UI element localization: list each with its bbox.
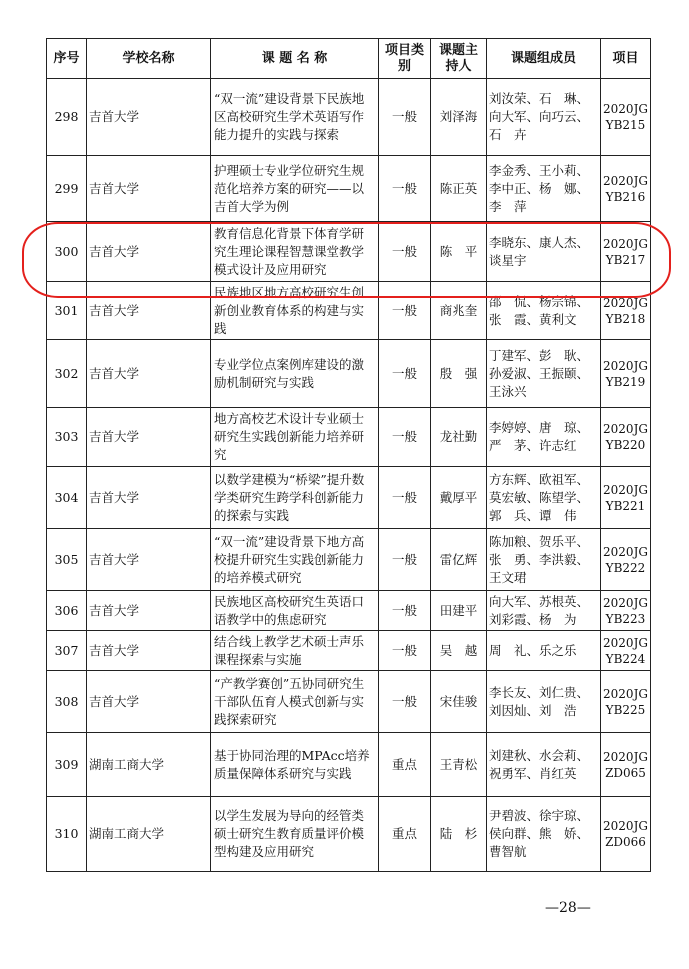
table-row — [47, 340, 651, 408]
cell-school: 吉首大学 — [87, 591, 211, 631]
cell-code: 2020JGYB219 — [601, 340, 651, 408]
cell-category: 一般 — [379, 529, 431, 591]
cell-code: 2020JGZD066 — [601, 797, 651, 872]
cell-members: 方东辉、欧祖军、莫宏敏、陈望学、郭 兵、谭 伟 — [487, 467, 601, 529]
cell-no: 305 — [47, 529, 87, 591]
document-page — [46, 38, 650, 872]
cell-host: 雷亿辉 — [431, 529, 487, 591]
project-table — [46, 38, 651, 872]
cell-category: 一般 — [379, 631, 431, 671]
cell-code: 2020JGYB222 — [601, 529, 651, 591]
cell-no: 306 — [47, 591, 87, 631]
table-row — [47, 797, 651, 872]
table-row — [47, 79, 651, 156]
cell-code: 2020JGYB218 — [601, 282, 651, 340]
cell-code: 2020JGYB220 — [601, 408, 651, 467]
table-header-row — [47, 39, 651, 79]
cell-school: 吉首大学 — [87, 467, 211, 529]
cell-host: 陈 平 — [431, 222, 487, 282]
cell-school: 吉首大学 — [87, 631, 211, 671]
cell-school: 吉首大学 — [87, 529, 211, 591]
cell-members: 周 礼、乐之乐 — [487, 631, 601, 671]
cell-host: 殷 强 — [431, 340, 487, 408]
cell-host: 刘泽海 — [431, 79, 487, 156]
header-host: 课题主持人 — [431, 39, 487, 79]
cell-category: 一般 — [379, 340, 431, 408]
header-code: 项目 — [601, 39, 651, 79]
table-row — [47, 733, 651, 797]
cell-code: 2020JGYB225 — [601, 671, 651, 733]
cell-host: 商兆奎 — [431, 282, 487, 340]
page-number: —28— — [545, 900, 591, 916]
cell-no: 309 — [47, 733, 87, 797]
cell-members: 李婷婷、唐 琼、严 茅、许志红 — [487, 408, 601, 467]
table-row — [47, 156, 651, 222]
cell-category: 重点 — [379, 797, 431, 872]
cell-members: 向大军、苏根英、刘彩霞、杨 为 — [487, 591, 601, 631]
cell-code: 2020JGYB216 — [601, 156, 651, 222]
cell-topic: 专业学位点案例库建设的激励机制研究与实践 — [211, 340, 379, 408]
cell-code: 2020JGYB217 — [601, 222, 651, 282]
cell-members: 陈加粮、贺乐平、张 勇、李洪毅、王文珺 — [487, 529, 601, 591]
cell-topic: 地方高校艺术设计专业硕士研究生实践创新能力培养研究 — [211, 408, 379, 467]
cell-topic: 以学生发展为导向的经管类硕士研究生教育质量评价模型构建及应用研究 — [211, 797, 379, 872]
cell-members: 丁建军、彭 耿、孙爱淑、王振颐、王泳兴 — [487, 340, 601, 408]
table-row — [47, 282, 651, 340]
cell-category: 一般 — [379, 222, 431, 282]
cell-host: 田建平 — [431, 591, 487, 631]
cell-host: 龙社勤 — [431, 408, 487, 467]
cell-school: 吉首大学 — [87, 671, 211, 733]
cell-members: 刘汝荣、石 琳、向大军、向巧云、石 卉 — [487, 79, 601, 156]
cell-members: 尹碧波、徐宇琼、侯向群、熊 娇、曹智航 — [487, 797, 601, 872]
table-row — [47, 671, 651, 733]
cell-host: 戴厚平 — [431, 467, 487, 529]
cell-host: 王青松 — [431, 733, 487, 797]
cell-category: 一般 — [379, 467, 431, 529]
cell-no: 301 — [47, 282, 87, 340]
cell-school: 吉首大学 — [87, 408, 211, 467]
cell-no: 298 — [47, 79, 87, 156]
cell-school: 吉首大学 — [87, 79, 211, 156]
cell-no: 310 — [47, 797, 87, 872]
cell-no: 308 — [47, 671, 87, 733]
cell-topic: 教育信息化背景下体育学研究生理论课程智慧课堂教学模式设计及应用研究 — [211, 222, 379, 282]
cell-school: 吉首大学 — [87, 282, 211, 340]
cell-no: 300 — [47, 222, 87, 282]
cell-no: 302 — [47, 340, 87, 408]
header-no: 序号 — [47, 39, 87, 79]
cell-topic: “双一流”建设背景下民族地区高校研究生学术英语写作能力提升的实践与探索 — [211, 79, 379, 156]
cell-host: 陈正英 — [431, 156, 487, 222]
cell-topic: 护理硕士专业学位研究生规范化培养方案的研究——以吉首大学为例 — [211, 156, 379, 222]
cell-category: 一般 — [379, 591, 431, 631]
cell-topic: 民族地区地方高校研究生创新创业教育体系的构建与实践 — [211, 282, 379, 340]
cell-no: 307 — [47, 631, 87, 671]
cell-no: 303 — [47, 408, 87, 467]
table-row — [47, 529, 651, 591]
cell-members: 刘建秋、水会莉、祝勇军、肖红英 — [487, 733, 601, 797]
cell-code: 2020JGYB215 — [601, 79, 651, 156]
cell-code: 2020JGZD065 — [601, 733, 651, 797]
cell-no: 304 — [47, 467, 87, 529]
table-row — [47, 222, 651, 282]
cell-topic: 民族地区高校研究生英语口语教学中的焦虑研究 — [211, 591, 379, 631]
cell-school: 吉首大学 — [87, 156, 211, 222]
table-row — [47, 408, 651, 467]
cell-members: 邵 侃、杨宗锦、张 霞、黄利文 — [487, 282, 601, 340]
cell-code: 2020JGYB221 — [601, 467, 651, 529]
header-school: 学校名称 — [87, 39, 211, 79]
cell-category: 一般 — [379, 408, 431, 467]
cell-no: 299 — [47, 156, 87, 222]
cell-code: 2020JGYB224 — [601, 631, 651, 671]
cell-category: 一般 — [379, 79, 431, 156]
cell-host: 陆 杉 — [431, 797, 487, 872]
cell-category: 一般 — [379, 156, 431, 222]
cell-school: 湖南工商大学 — [87, 733, 211, 797]
cell-host: 宋佳骏 — [431, 671, 487, 733]
header-category: 项目类别 — [379, 39, 431, 79]
header-topic: 课 题 名 称 — [211, 39, 379, 79]
cell-school: 吉首大学 — [87, 222, 211, 282]
cell-topic: 以数学建模为“桥梁”提升数学类研究生跨学科创新能力的探索与实践 — [211, 467, 379, 529]
cell-category: 重点 — [379, 733, 431, 797]
cell-school: 湖南工商大学 — [87, 797, 211, 872]
header-members: 课题组成员 — [487, 39, 601, 79]
cell-category: 一般 — [379, 671, 431, 733]
cell-category: 一般 — [379, 282, 431, 340]
table-row — [47, 591, 651, 631]
cell-members: 李长友、刘仁贵、刘因灿、刘 浩 — [487, 671, 601, 733]
cell-topic: “产教学赛创”五协同研究生干部队伍育人模式创新与实践探索研究 — [211, 671, 379, 733]
table-row — [47, 631, 651, 671]
cell-code: 2020JGYB223 — [601, 591, 651, 631]
cell-topic: 结合线上教学艺术硕士声乐课程探索与实施 — [211, 631, 379, 671]
cell-topic: “双一流”建设背景下地方高校提升研究生实践创新能力的培养模式研究 — [211, 529, 379, 591]
table-row — [47, 467, 651, 529]
cell-host: 吴 越 — [431, 631, 487, 671]
cell-school: 吉首大学 — [87, 340, 211, 408]
cell-topic: 基于协同治理的MPAcc培养质量保障体系研究与实践 — [211, 733, 379, 797]
cell-members: 李金秀、王小莉、李中正、杨 娜、李 萍 — [487, 156, 601, 222]
cell-members: 李晓东、康人杰、谈星宇 — [487, 222, 601, 282]
